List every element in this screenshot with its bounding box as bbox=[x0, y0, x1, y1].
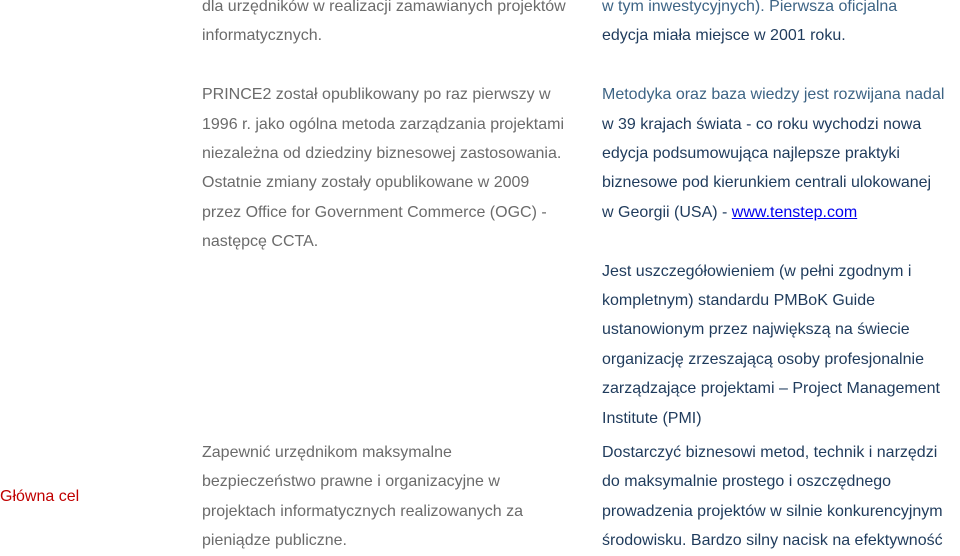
row-label-text: Główna cel bbox=[0, 488, 80, 505]
text-line: Zapewnić urzędnikom maksymalne bbox=[202, 444, 452, 461]
text-line: PRINCE2 został opublikowany po raz pierwszy w bbox=[202, 86, 551, 104]
text-line: biznesowe pod kierunkiem centrali ulokowanej bbox=[602, 174, 932, 192]
text-line: kompletnym) standardu PMBoK Guide bbox=[602, 292, 876, 310]
text-line: niezależna od dziedziny biznesowej zastosowania. bbox=[202, 145, 562, 163]
text-line: organizację zrzeszającą osoby profesjonalnie bbox=[602, 350, 924, 368]
text-line: prowadzenia projektów w silnie konkurencyjnym bbox=[602, 502, 943, 520]
right-column-description bbox=[602, 0, 944, 433]
text-line: Metodyka oraz baza wiedzy jest rozwijana nadal bbox=[602, 86, 945, 104]
left-column-description bbox=[202, 0, 566, 257]
left-column-main-goal bbox=[202, 438, 523, 556]
text-line: Jest uszczegółowieniem (w pełni zgodnym i bbox=[602, 262, 912, 280]
text-fragment: w Georgii (USA) - bbox=[602, 203, 732, 221]
text-line: bezpieczeństwo prawne i organizacyjne w bbox=[202, 473, 500, 491]
text-line: następcę CCTA. bbox=[202, 233, 319, 251]
text-line: Dostarczyć biznesowi metod, technik i narzędzi bbox=[602, 444, 938, 461]
right-column-main-goal bbox=[602, 438, 943, 556]
text-line: ustanowionym przez największą na świecie bbox=[602, 321, 910, 339]
text-line: środowisku. Bardzo silny nacisk na efektywność bbox=[602, 532, 943, 550]
text-line: edycja podsumowująca najlepsze praktyki bbox=[602, 145, 900, 163]
tenstep-link[interactable]: www.tenstep.com bbox=[731, 203, 858, 221]
text-line: pieniądze publiczne. bbox=[202, 532, 347, 550]
text-line: dla urzędników w realizacji zamawianych projektów bbox=[202, 0, 566, 15]
text-line: przez Office for Government Commerce (OGC) - bbox=[202, 203, 547, 221]
text-line: zarządzające projektami – Project Management bbox=[602, 380, 940, 398]
text-line: Ostatnie zmiany zostały opublikowane w 2009 bbox=[202, 174, 530, 192]
text-line: w tym inwestycyjnych). Pierwsza oficjalna bbox=[602, 0, 898, 15]
text-line-with-link bbox=[602, 198, 944, 227]
text-line: do maksymalnie prostego i oszczędnego bbox=[602, 473, 892, 491]
text-line: 1996 r. jako ogólna metoda zarządzania projektami bbox=[202, 115, 564, 133]
text-line: edycja miała miejsce w 2001 roku. bbox=[602, 27, 846, 45]
text-line: informatycznych. bbox=[202, 27, 323, 45]
text-line: projektach informatycznych realizowanych za bbox=[202, 502, 524, 520]
text-line: w 39 krajach świata - co roku wychodzi nowa bbox=[602, 115, 922, 133]
row-label-main-goal bbox=[0, 482, 79, 511]
text-line: Institute (PMI) bbox=[602, 409, 702, 427]
